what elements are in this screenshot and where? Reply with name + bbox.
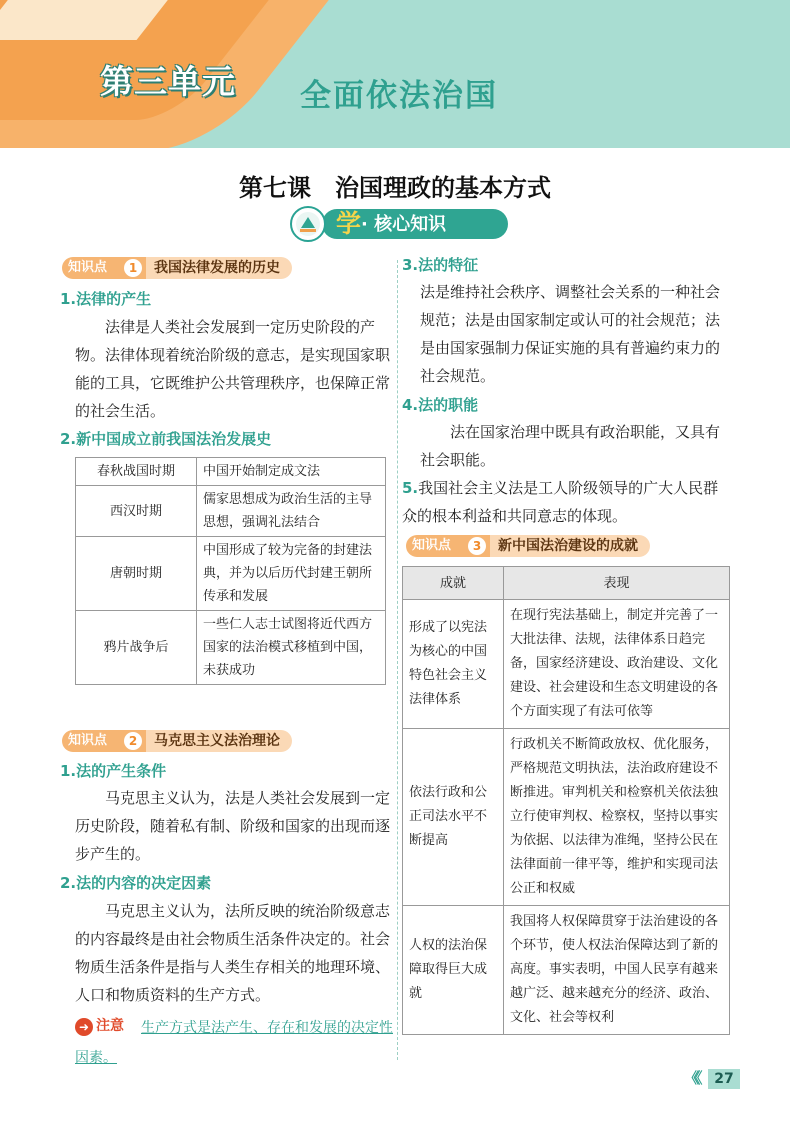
table-row: [403, 729, 730, 906]
note-text: 生产方式是法产生、存在和发展的决定性因素。: [75, 1020, 393, 1066]
table-row: [76, 611, 386, 685]
table-row: [403, 906, 730, 1035]
column-divider: [397, 260, 398, 1060]
study-icon: [290, 206, 326, 242]
performance-cell: 在现行宪法基础上，制定并完善了一大批法律、法规，法律体系日趋完备，国家经济建设、政治建设、文化建设、社会建设和生态文明建设的各个方面实现了有法可依等: [504, 600, 730, 729]
right-item-5-number: 5.: [402, 479, 419, 497]
history-table: [75, 457, 386, 685]
header-achievement: 成就: [403, 567, 504, 600]
desc-cell: 中国开始制定成文法: [197, 458, 386, 486]
header-performance: 表现: [504, 567, 730, 600]
achievement-cell: 依法行政和公正司法水平不断提高: [403, 729, 504, 906]
performance-cell: 我国将人权保障贯穿于法治建设的各个环节，使人权法治保障达到了新的高度。事实表明，中国人民享有越来越广泛、越来越充分的经济、政治、文化、社会等权利: [504, 906, 730, 1035]
kp3-title: 新中国法治建设的成就: [490, 535, 650, 557]
kp1-title: 我国法律发展的历史: [146, 257, 292, 279]
performance-cell: 行政机关不断简政放权、优化服务，严格规范文明执法，法治政府建设不断推进。审判机关和检察机关依法独立行使审判权、检察权，坚持以事实为依据、以法律为准绳，坚持公民在法律面前一律平等，维护和实现司法公正和权威: [504, 729, 730, 906]
kp2-subheading-2: 2.法的内容的决定因素: [60, 874, 212, 892]
kp2-number: 2: [124, 732, 142, 750]
era-cell: 西汉时期: [76, 486, 197, 537]
era-cell: 鸦片战争后: [76, 611, 197, 685]
kp2-paragraph-1: 马克思主义认为，法是人类社会发展到一定历史阶段，随着私有制、阶级和国家的出现而逐步产生的。: [75, 789, 391, 863]
right-paragraph-3: 法是维持社会秩序、调整社会关系的一种社会规范；法是由国家制定或认可的社会规范；法是由国家强制力保证实施的具有普遍约束力的社会规范。: [420, 283, 721, 385]
kp2-tag: 知识点: [62, 730, 152, 752]
achievement-cell: 人权的法治保障取得巨大成就: [403, 906, 504, 1035]
right-subheading-4: 4.法的职能: [402, 396, 479, 414]
page-arrows-icon: 《《: [684, 1069, 699, 1087]
kp1-subheading-1: 1.法律的产生: [60, 290, 152, 308]
kp3-number: 3: [468, 537, 486, 555]
table-row: [403, 600, 730, 729]
lesson-title: 第七课 治国理政的基本方式: [239, 174, 551, 202]
right-subheading-3: 3.法的特征: [402, 256, 479, 274]
table-row: [76, 458, 386, 486]
kp1-tag: 知识点: [62, 257, 152, 279]
unit-header: [0, 0, 790, 148]
achievements-table: [402, 566, 730, 1035]
right-item-5-text: 我国社会主义法是工人阶级领导的广大人民群众的根本利益和共同意志的体现。: [402, 479, 719, 525]
kp3-tag: 知识点: [406, 535, 496, 557]
table-row: [76, 486, 386, 537]
achievement-cell: 形成了以宪法为核心的中国特色社会主义法律体系: [403, 600, 504, 729]
desc-cell: 一些仁人志士试图将近代西方国家的法治模式移植到中国，未获成功: [197, 611, 386, 685]
table-row: [76, 537, 386, 611]
era-cell: 春秋战国时期: [76, 458, 197, 486]
banner-big-char: 学: [336, 209, 362, 238]
section-banner: [290, 206, 508, 242]
kp1-subheading-2: 2.新中国成立前我国法治发展史: [60, 430, 272, 448]
right-paragraph-5: [402, 474, 732, 530]
kp2-subheading-1: 1.法的产生条件: [60, 762, 167, 780]
desc-cell: 儒家思想成为政治生活的主导思想，强调礼法结合: [197, 486, 386, 537]
era-cell: 唐朝时期: [76, 537, 197, 611]
kp2-title: 马克思主义法治理论: [146, 730, 292, 752]
unit-title: 全面依法治国: [300, 78, 498, 114]
note-label: 注意: [96, 1018, 124, 1034]
page-number: 27: [708, 1069, 740, 1089]
kp1-paragraph-1: 法律是人类社会发展到一定历史阶段的产物。法律体现着统治阶级的意志，是实现国家职能的工具，它既维护公共管理秩序，也保障正常的社会生活。: [75, 318, 391, 420]
banner-text: · 核心知识: [361, 214, 447, 235]
note-arrow-icon: ➜: [75, 1018, 93, 1036]
banner-pill: [322, 209, 508, 239]
kp2-paragraph-2: 马克思主义认为，法所反映的统治阶级意志的内容最终是由社会物质生活条件决定的。社会物质生活条件是指与人类生存相关的地理环境、人口和物质资料的生产方式。: [75, 902, 391, 1004]
table-header-row: [403, 567, 730, 600]
right-paragraph-4: 法在国家治理中既具有政治职能，又具有社会职能。: [420, 423, 721, 469]
unit-label: 第三单元: [100, 62, 236, 101]
desc-cell: 中国形成了较为完备的封建法典，并为以后历代封建王朝所传承和发展: [197, 537, 386, 611]
kp1-number: 1: [124, 259, 142, 277]
